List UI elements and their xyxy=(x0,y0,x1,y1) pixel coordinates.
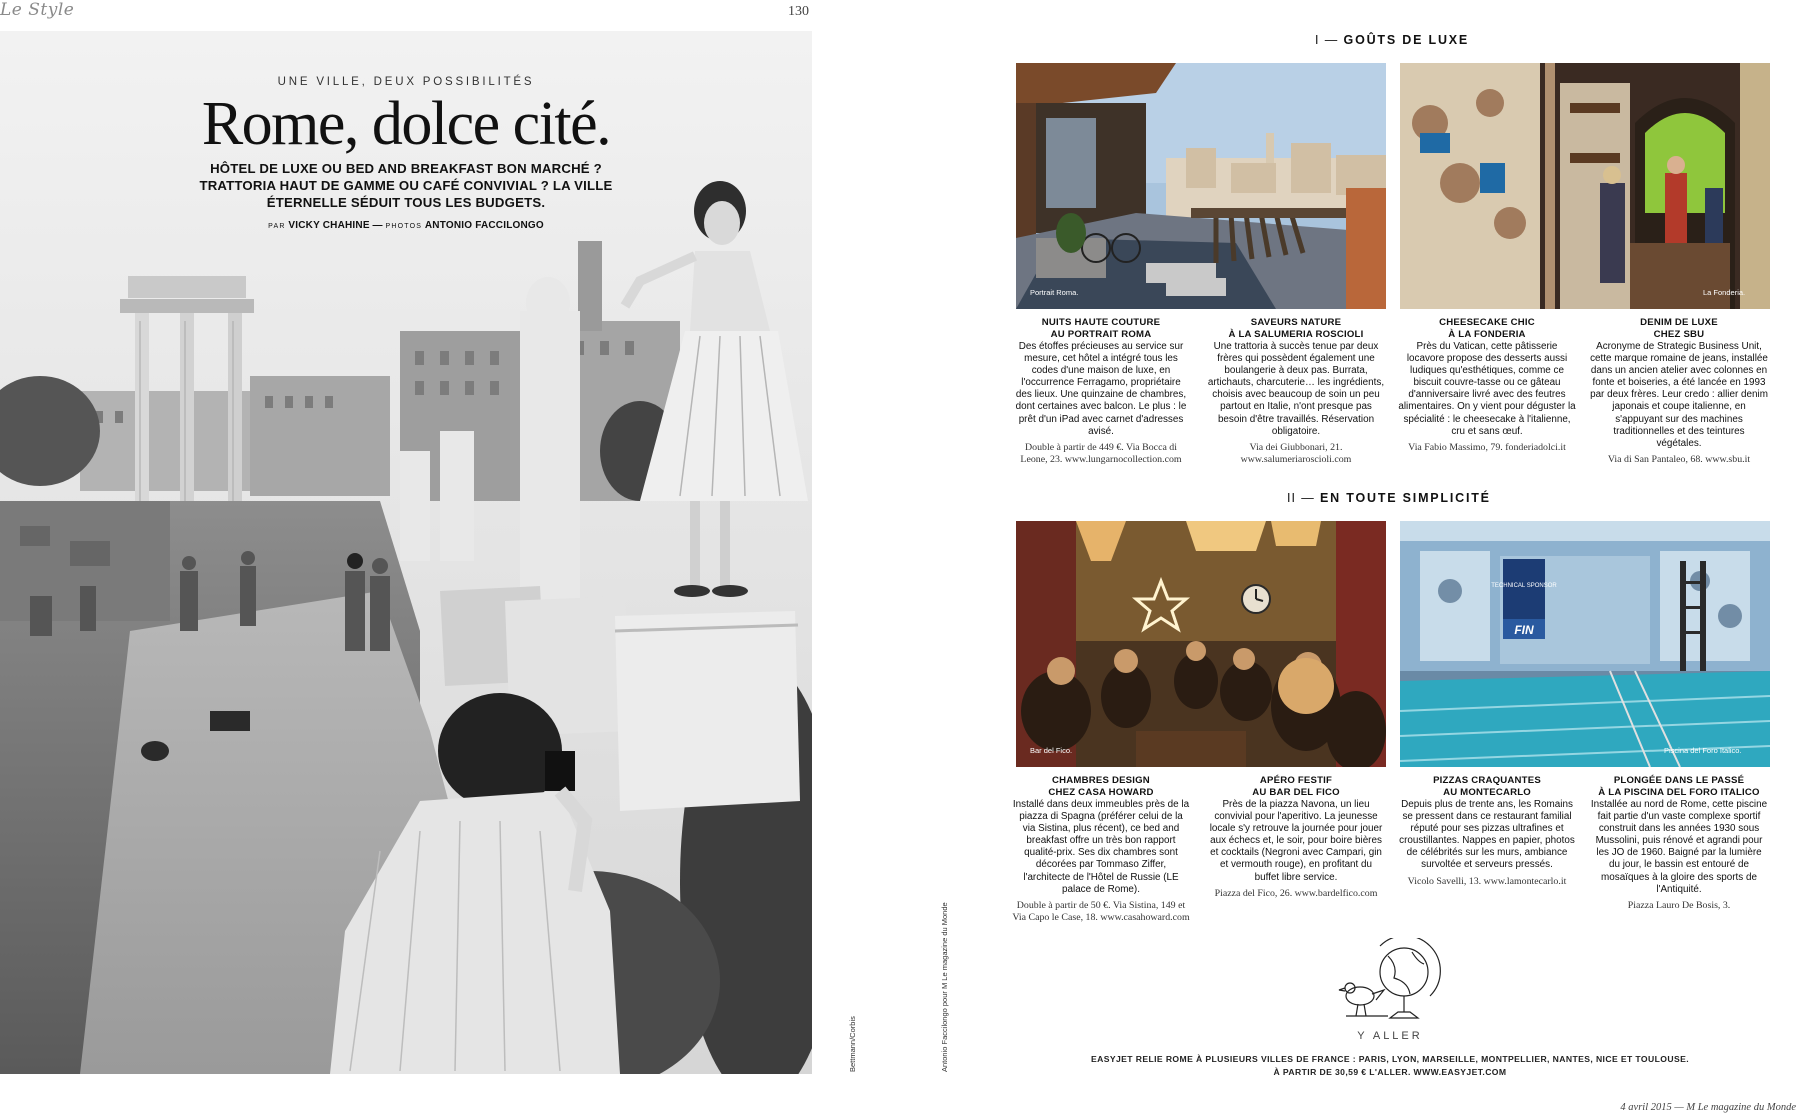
entry-title-line1: PIZZAS CRAQUANTES xyxy=(1433,775,1541,786)
section-dash: — xyxy=(1324,33,1339,47)
page-number: 130 xyxy=(788,4,809,19)
section-dash: — xyxy=(1301,491,1315,505)
right-page-photo-credit: Antonio Faccilongo pour M Le magazine du Monde xyxy=(940,902,949,1072)
entry-sbu xyxy=(1590,317,1768,466)
entry-address: Via di San Pantaleo, 68. www.sbu.it xyxy=(1607,453,1751,465)
entry-title-line1: DENIM DE LUXE xyxy=(1640,317,1718,328)
section-title-en-toute-simplicite xyxy=(1287,491,1491,505)
entry-title-line2: CHEZ SBU xyxy=(1653,328,1705,340)
entry-salumeria-roscioli xyxy=(1207,317,1385,466)
entry-title-line1: NUITS HAUTE COUTURE xyxy=(1041,317,1161,328)
rooftop-terrace-photo xyxy=(1016,63,1386,309)
section-title-text: EN TOUTE SIMPLICITÉ xyxy=(1320,491,1491,505)
entry-title-line1: CHAMBRES DESIGN xyxy=(1052,775,1150,786)
entry-piscina-foro-italico xyxy=(1590,775,1768,912)
entry-address: Piazza del Fico, 26. www.bardelfico.com xyxy=(1214,887,1378,899)
pool-sign-sponsor: TECHNICAL SPONSOR xyxy=(1491,583,1557,589)
entry-montecarlo xyxy=(1398,775,1576,888)
pastry-shop-photo xyxy=(1400,63,1770,309)
entry-title-line2: CHEZ CASA HOWARD xyxy=(1048,786,1154,798)
entry-title-line1: SAVEURS NATURE xyxy=(1250,317,1342,328)
entry-address: Double à partir de 50 €. Via Sistina, 149 et Via Capo le Case, 18. www.casahoward.com xyxy=(1012,899,1190,923)
main-photo-credit: Bettmann/Corbis xyxy=(848,1016,857,1072)
entry-title xyxy=(1590,317,1768,340)
travel-info-line2: À PARTIR DE 30,59 € L'ALLER. WWW.EASYJET.COM xyxy=(1273,1066,1507,1077)
entry-title-line2: À LA SALUMERIA ROSCIOLI xyxy=(1228,328,1364,340)
feature-title: Rome, dolce cité. xyxy=(201,90,611,158)
bar-interior-photo xyxy=(1016,521,1386,767)
entry-title xyxy=(1012,317,1190,340)
entry-fonderia xyxy=(1398,317,1576,454)
entry-body: Installée au nord de Rome, cette piscine fait partie d'un vaste complexe sportif construit dans les années 1930 sous Mussolini, puis rénové et agrandi pour les JO de 1960. Baigné par la lumière du jour, le bassin est entouré de mosaïques à la gloire des sports de l'Antiquité. xyxy=(1590,799,1768,895)
entry-title-line2: À LA PISCINA DEL FORO ITALICO xyxy=(1598,786,1760,798)
entry-bar-del-fico xyxy=(1207,775,1385,900)
entry-body: Depuis plus de trente ans, les Romains se pressent dans ce restaurant familial réputé pour ses pizzas ultrafines et croustillantes. Nappes en papier, photos de célébrités sur les murs, ambiance survoltée et serveurs pressés. xyxy=(1399,799,1575,871)
feature-kicker: UNE VILLE, DEUX POSSIBILITÉS xyxy=(277,76,535,88)
travel-info xyxy=(1000,1053,1780,1078)
entry-body: Une trattoria à succès tenue par deux frères qui possèdent également une boulangerie à deux pas. Burrata, artichauts, charcuterie… les ingrédients, choisis avec beaucoup de soin un peu partout en Italie, n'ont presque pas besoin d'être travaillés. Réservation obligatoire. xyxy=(1207,341,1385,437)
entry-title xyxy=(1398,775,1576,798)
feature-deck: HÔTEL DE LUXE OU BED AND BREAKFAST BON MARCHÉ ? TRATTORIA HAUT DE GAMME OU CAFÉ CONVIVIAL ? LA VILLE ÉTERNELLE SÉDUIT TOUS LES BUDGETS. xyxy=(199,161,613,210)
photo-caption: Piscina del Foro Italico. xyxy=(1664,746,1742,755)
entry-portrait-roma xyxy=(1012,317,1190,466)
entry-title-line2: AU PORTRAIT ROMA xyxy=(1050,328,1152,340)
entry-title xyxy=(1590,775,1768,798)
photo-caption: Portrait Roma. xyxy=(1030,288,1079,297)
entry-address: Via Fabio Massimo, 79. fonderiadolci.it xyxy=(1408,441,1566,453)
byline-dash: — xyxy=(372,220,383,231)
photo-caption: La Fonderia. xyxy=(1703,288,1746,297)
entry-body: Acronyme de Strategic Business Unit, cette marque romaine de jeans, installée dans un ancien atelier avec colonnes en fonte et boiseries, a été lancée en 1993 par deux frères. Leur credo : allier denim japonais et coupe italienne, en s'appuyant sur des machines traditionnelles et des teintures végétales. xyxy=(1590,341,1768,449)
byline-photographer: ANTONIO FACCILONGO xyxy=(424,220,544,231)
photo-caption: Bar del Fico. xyxy=(1030,746,1073,755)
byline-author: VICKY CHAHINE xyxy=(288,220,370,231)
swimming-pool-photo xyxy=(1400,521,1770,767)
entry-title-line1: CHEESECAKE CHIC xyxy=(1439,317,1535,328)
pool-sign-fin: FIN xyxy=(1514,623,1534,637)
entry-body: Près du Vatican, cette pâtisserie locavore propose des desserts aussi ludiques qu'esthétiques, comme ce biscuit couvre-tasse ou ce gâteau d'anniversaire livré avec des feutres alimentaires. On y vient pour déguster la spécialité : le cheesecake à l'italienne, cru et sans œuf. xyxy=(1398,341,1576,437)
entry-title-line2: À LA FONDERIA xyxy=(1448,328,1526,340)
entry-body: Des étoffes précieuses au service sur mesure, cet hôtel a intégré tous les codes d'une maison de luxe, en l'occurrence Ferragamo, propriétaire des lieux. Une quinzaine de chambres, dont certaines avec balcon. Le plus : le prêt d'un iPad avec carnet d'adresses avisé. xyxy=(1015,341,1187,437)
entry-address: Vicolo Savelli, 13. www.lamontecarlo.it xyxy=(1407,875,1567,887)
footer-dash: — xyxy=(1674,1102,1684,1113)
byline xyxy=(0,220,812,231)
byline-by-label: PAR xyxy=(268,223,286,230)
footer-publication: M Le magazine du Monde xyxy=(1686,1102,1796,1113)
entry-title xyxy=(1398,317,1576,340)
travel-label: Y ALLER xyxy=(1357,1030,1423,1042)
entry-body: Près de la piazza Navona, un lieu convivial pour l'aperitivo. La jeunesse locale s'y retrouve la journée pour jouer aux échecs et, le soir, pour boire bières et cocktails (Negroni avec Campari, gin et vermouth rouge), en profitant du buffet libre service. xyxy=(1209,799,1383,883)
section-numeral: II xyxy=(1287,491,1296,505)
entry-address: Via dei Giubbonari, 21. www.salumeriaroscioli.com xyxy=(1240,441,1352,465)
section-title-text: GOÛTS DE LUXE xyxy=(1343,33,1470,47)
entry-address: Double à partir de 449 €. Via Bocca di Leone, 23. www.lungarnocollection.com xyxy=(1020,441,1182,465)
byline-photos-label: PHOTOS xyxy=(385,223,423,230)
footer-date: 4 avril 2015 xyxy=(1620,1102,1672,1113)
entry-title-line2: AU MONTECARLO xyxy=(1443,786,1531,798)
entry-body: Installé dans deux immeubles près de la piazza di Spagna (préférer celui de la via Sistina, plus récent), ce bed and breakfast offre un très bon rapport qualité-prix. Ses dix chambres sont décorées par Tommaso Ziffer, l'architecte de l'Hôtel de Russie (LE palace de Rome). xyxy=(1012,799,1190,895)
entry-title xyxy=(1012,775,1190,798)
entry-title xyxy=(1207,775,1385,798)
entry-title xyxy=(1207,317,1385,340)
entry-title-line1: APÉRO FESTIF xyxy=(1259,775,1333,786)
section-numeral: I xyxy=(1315,33,1320,47)
magazine-logo: Le Style xyxy=(0,0,75,20)
page-footer xyxy=(1560,1102,1800,1113)
entry-casa-howard xyxy=(1012,775,1190,924)
globe-bird-illustration xyxy=(1338,938,1444,1024)
entry-title-line2: AU BAR DEL FICO xyxy=(1252,786,1340,798)
section-title-gouts-de-luxe xyxy=(1315,33,1469,47)
entry-title-line1: PLONGÉE DANS LE PASSÉ xyxy=(1613,775,1745,786)
travel-info-line1: EASYJET RELIE ROME À PLUSIEURS VILLES DE FRANCE : PARIS, LYON, MARSEILLE, MONTPELLIER, NANTES, NICE ET TOULOUSE. xyxy=(1090,1054,1690,1064)
entry-address: Piazza Lauro De Bosis, 3. xyxy=(1627,899,1731,911)
